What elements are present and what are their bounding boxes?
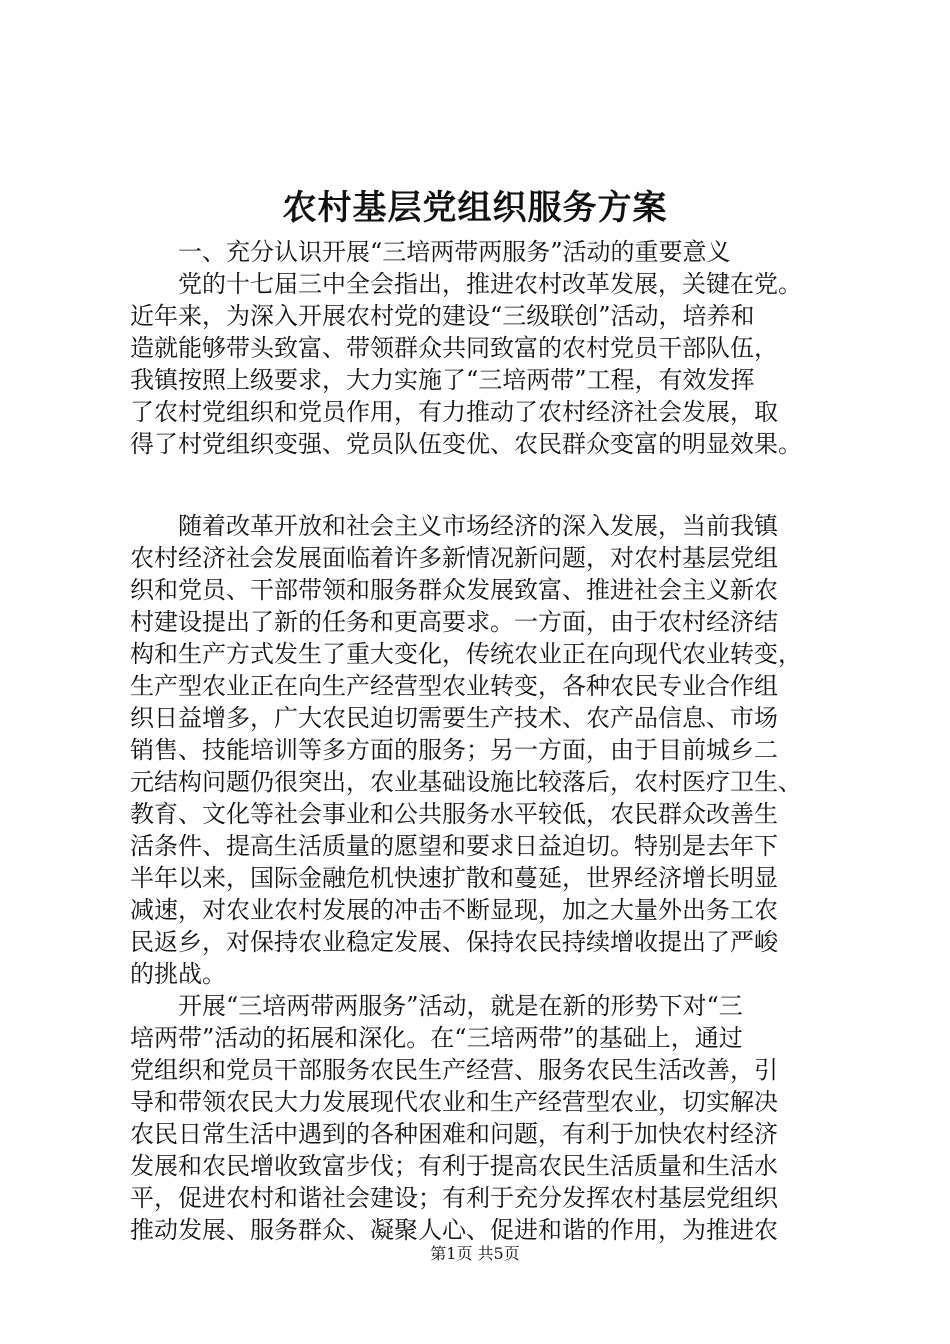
page-footer: 第1页 共5页 [430, 1244, 520, 1263]
paragraph-line: 推动发展、服务群众、凝聚人心、促进和谐的作用，为推进农 [130, 1216, 778, 1244]
paragraph-2 [130, 510, 820, 990]
paragraph-line: 的挑战。 [130, 960, 226, 988]
paragraph-line: 了农村党组织和党员作用，有力推动了农村经济社会发展，取 [130, 398, 778, 426]
paragraph-1 [130, 268, 820, 460]
paragraph-line: 造就能够带头致富、带领群众共同致富的农村党员干部队伍， [130, 334, 778, 362]
paragraph-line: 民返乡，对保持农业稳定发展、保持农民持续增收提出了严峻 [130, 928, 778, 956]
paragraph-line: 减速，对农业农村发展的冲击不断显现，加之大量外出务工农 [130, 896, 778, 924]
paragraph-line: 织和党员、干部带领和服务群众发展致富、推进社会主义新农 [130, 576, 778, 604]
paragraph-line: 近年来，为深入开展农村党的建设“三级联创”活动，培养和 [130, 302, 755, 330]
document-body [130, 236, 820, 1246]
paragraph-3 [130, 990, 820, 1246]
paragraph-line: 元结构问题仍很突出，农业基础设施比较落后，农村医疗卫生、 [130, 768, 802, 796]
paragraph-line: 生产型农业正在向生产经营型农业转变，各种农民专业合作组 [130, 672, 778, 700]
paragraph-line: 构和生产方式发生了重大变化，传统农业正在向现代农业转变， [130, 640, 802, 668]
paragraph-line: 导和带领农民大力发展现代农业和生产经营型农业，切实解决 [130, 1088, 778, 1116]
paragraph-line: 农村经济社会发展面临着许多新情况新问题，对农村基层党组 [130, 544, 778, 572]
paragraph-line: 销售、技能培训等多方面的服务；另一方面，由于目前城乡二 [130, 736, 778, 764]
paragraph-line: 我镇按照上级要求，大力实施了“三培两带”工程，有效发挥 [130, 366, 755, 394]
paragraph-line: 得了村党组织变强、党员队伍变优、农民群众变富的明显效果。 [130, 430, 802, 458]
paragraph-line: 活条件、提高生活质量的愿望和要求日益迫切。特别是去年下 [130, 832, 778, 860]
paragraph-line: 教育、文化等社会事业和公共服务水平较低，农民群众改善生 [130, 800, 778, 828]
paragraph-line: 村建设提出了新的任务和更高要求。一方面，由于农村经济结 [130, 608, 778, 636]
paragraph-line: 随着改革开放和社会主义市场经济的深入发展，当前我镇 [178, 512, 778, 540]
section-heading: 一、充分认识开展“三培两带两服务”活动的重要意义 [178, 238, 731, 266]
paragraph-line: 开展“三培两带两服务”活动，就是在新的形势下对“三 [178, 992, 743, 1020]
paragraph-line: 发展和农民增收致富步伐；有利于提高农民生活质量和生活水 [130, 1152, 778, 1180]
paragraph-line: 培两带”活动的拓展和深化。在“三培两带”的基础上，通过 [130, 1024, 743, 1052]
paragraph-line: 平，促进农村和谐社会建设；有利于充分发挥农村基层党组织 [130, 1184, 778, 1212]
paragraph-line: 党组织和党员干部服务农民生产经营、服务农民生活改善，引 [130, 1056, 778, 1084]
paragraph-line: 织日益增多，广大农民迫切需要生产技术、农产品信息、市场 [130, 704, 778, 732]
paragraph-line: 党的十七届三中全会指出，推进农村改革发展，关键在党。 [178, 270, 802, 298]
paragraph-line: 半年以来，国际金融危机快速扩散和蔓延，世界经济增长明显 [130, 864, 778, 892]
document-title: 农村基层党组织服务方案 [282, 188, 668, 228]
paragraph-line: 农民日常生活中遇到的各种困难和问题，有利于加快农村经济 [130, 1120, 778, 1148]
paragraph-spacer [130, 460, 820, 510]
